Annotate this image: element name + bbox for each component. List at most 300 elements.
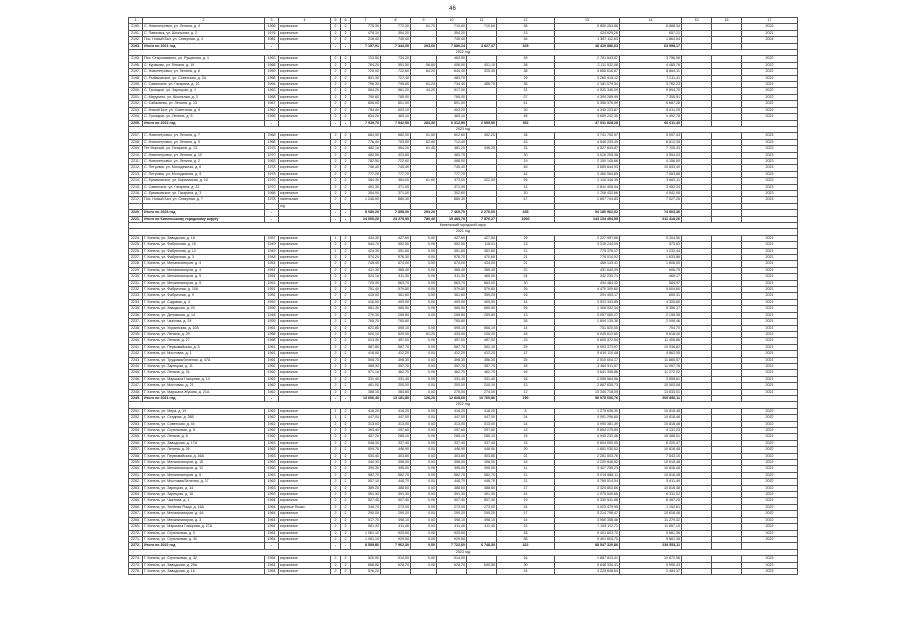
table-cell: 10 833,40 [620, 165, 682, 171]
table-cell: 27 [497, 94, 555, 100]
table-cell: 346,20 [467, 146, 497, 152]
table-cell: 7 722,60 [437, 543, 467, 549]
table-cell: - [331, 395, 341, 401]
table-cell: 7 880,24 [437, 43, 467, 49]
table-cell: 1962 [265, 434, 279, 440]
table-cell: 2 [341, 267, 351, 273]
table-cell: 1 [331, 235, 341, 241]
table-cell: 1962 [265, 389, 279, 395]
table-cell: 2196. [129, 62, 143, 68]
table-cell: 1 606,00 [620, 261, 682, 267]
table-cell: кирпичные [279, 568, 331, 574]
table-cell: 384,60 [381, 389, 411, 395]
table-cell: С. Петровск, ул. Молодежная, д. 6 [143, 165, 265, 171]
table-cell: 703,50 [351, 56, 381, 62]
table-cell: 15 [497, 434, 555, 440]
table-cell: 7 705,33 [620, 146, 682, 152]
table-cell: 3 460 064,65 [555, 171, 620, 177]
table-cell: 2 [331, 56, 341, 62]
table-cell: 200,10 [467, 383, 497, 389]
table-cell: 740,40 [437, 37, 467, 43]
table-cell: 2225. [129, 242, 143, 248]
table-cell: 929,60 [437, 536, 467, 542]
table-cell: 10 872,96 [620, 556, 682, 562]
table-cell: 395,00 [467, 466, 497, 472]
table-cell: 3 760 514,54 [555, 479, 620, 485]
table-cell: 579,80 [467, 287, 497, 293]
table-cell: 600,31 [620, 293, 682, 299]
table-cell: 303,80 [381, 453, 411, 459]
table-cell: 47 031 828,28 [555, 120, 620, 126]
column-header: 5 [331, 18, 341, 24]
table-cell: 352 [497, 120, 555, 126]
table-cell: 506,70 [351, 357, 381, 363]
table-cell: 1 887 813,41 [555, 556, 620, 562]
table-cell: 1 694 135,36 [555, 319, 620, 325]
table-cell: 2233. [129, 293, 143, 299]
table-cell: 7 542,50 [381, 120, 411, 126]
table-cell: Итого по 2021 год [143, 395, 265, 401]
table-cell: 388,60 [467, 485, 497, 491]
table-cell: 2021 [742, 370, 798, 376]
table-cell: 7 962,30 [381, 543, 411, 549]
table-cell: 427,60 [467, 235, 497, 241]
table-cell: Г. Кинель, ул. Фабричная, д. 9 [143, 293, 265, 299]
table-cell: 2 [341, 344, 351, 350]
table-cell: кирпичные [279, 498, 331, 504]
table-cell: 0,00 [411, 511, 437, 517]
table-cell: 416,90 [351, 351, 381, 357]
table-cell: 621,80 [351, 325, 381, 331]
table-cell: 2276. [129, 568, 143, 574]
table-cell: 2 [331, 178, 341, 184]
table-cell: кирпичные [279, 235, 331, 241]
table-cell: 290,20 [467, 511, 497, 517]
table-cell: 2200. [129, 88, 143, 94]
table-cell: кирпичные [279, 75, 331, 81]
table-cell: 2021 [742, 338, 798, 344]
table-cell: 1 [331, 408, 341, 414]
table-cell: 1964 [265, 511, 279, 517]
table-cell: 26 [497, 306, 555, 312]
table-cell: 2 [331, 447, 341, 453]
table-cell: 2 [341, 133, 351, 139]
table-cell: С. Новопетровск, ул. Ленина, д. 10 [143, 152, 265, 158]
table-cell: Г. Кинель, ул. Фабричная, д. 15 [143, 242, 265, 248]
table-cell: 2022 [742, 82, 798, 88]
table-cell: 9 604 050,00 [555, 440, 620, 446]
table-cell: 1963 [265, 485, 279, 491]
table-cell: Г. Кинель, ул. Мостовая/Зеленая, д. 27 [143, 479, 265, 485]
table-cell: Г. Кинель, ул. Ленина, д. 29 [143, 331, 265, 337]
table-cell: 468,00 [437, 158, 467, 164]
table-cell: 2023 [742, 152, 798, 158]
table-cell: 1951 [265, 287, 279, 293]
table-cell: - [331, 543, 341, 549]
table-cell: 415,00 [351, 293, 381, 299]
table-cell: Г. Кинель, ул. Стрелковая, д. 32 [143, 556, 265, 562]
table-cell: 0,00 [411, 325, 437, 331]
table-cell: 24 [497, 568, 555, 574]
table-cell: 9 661,36 [620, 530, 682, 536]
table-cell: 297,60 [467, 428, 497, 434]
table-cell: 2269. [129, 524, 143, 530]
table-cell: 216,40 [351, 37, 381, 43]
table-cell: 462,70 [381, 370, 411, 376]
table-cell: 776 014,92 [555, 255, 620, 261]
table-cell: 552,50 [381, 242, 411, 248]
table-cell: 385,40 [467, 267, 497, 273]
table-cell: 2 [331, 82, 341, 88]
table-cell: 2241. [129, 344, 143, 350]
table-cell: 4 546 203,40 [555, 139, 620, 145]
table-cell: 0,00 [411, 440, 437, 446]
table-cell: 446,90 [381, 447, 411, 453]
table-cell: 534,40 [351, 453, 381, 459]
table-cell: 2 [331, 197, 341, 203]
table-cell: 2 [331, 466, 341, 472]
table-cell: 745,40 [351, 261, 381, 267]
table-cell: 1961 [265, 344, 279, 350]
table-cell: Г. Кинель, ул. Механизаторов, д. 6 [143, 472, 265, 478]
column-header: 14 [620, 18, 682, 24]
table-cell: 2 841 406,44 [555, 184, 620, 190]
table-cell: 929,60 [381, 530, 411, 536]
table-cell: 0,00 [411, 357, 437, 363]
table-cell: 782,50 [351, 158, 381, 164]
table-cell: кирпичные [279, 242, 331, 248]
table-cell: 801,30 [351, 75, 381, 81]
table-cell: Г. Кинель, ул. Маршала Говорова, д. 27А [143, 524, 265, 530]
table-cell: 3 407 255,23 [555, 466, 620, 472]
table-cell: 0,00 [411, 383, 437, 389]
table-cell: 42 [497, 171, 555, 177]
table-cell: С. Петровск, ул. Молодежная, д. 8 [143, 171, 265, 177]
table-cell: 275,00 [437, 389, 467, 395]
table-cell: кирпичные [279, 255, 331, 261]
table-cell: 2021 [742, 389, 798, 395]
table-cell: 418,20 [351, 408, 381, 414]
table-cell: - [265, 120, 279, 126]
table-cell: 587,80 [351, 344, 381, 350]
table-cell: 4 345 223,87 [555, 107, 620, 113]
table-cell: 1968 [265, 338, 279, 344]
table-cell: 2 [331, 344, 341, 350]
table-cell: 45 [497, 114, 555, 120]
table-cell: 346,70 [351, 504, 381, 510]
table-cell: 2 [331, 325, 341, 331]
table-cell: 2251. [129, 408, 143, 414]
table-cell: 2 [331, 30, 341, 36]
table-cell: Г. Кинель, ул. Деповская, д. 14 [143, 312, 265, 318]
table-cell: 48 429 886,63 [555, 43, 620, 49]
table-cell: 734,40 [437, 82, 467, 88]
table-cell: 0,00 [411, 280, 437, 286]
table-cell: 552,50 [437, 242, 467, 248]
table-cell: 2 [331, 536, 341, 542]
table-cell: 2243. [129, 357, 143, 363]
table-cell: 17 [497, 351, 555, 357]
table-cell: 351,60 [381, 248, 411, 254]
table-cell: 3 558,61 [620, 376, 682, 382]
table-cell: Итого по Кинельскому городскому округу [143, 216, 265, 222]
table-cell: 2 [331, 498, 341, 504]
table-cell: кирпичные [279, 274, 331, 280]
table-cell: - [331, 216, 341, 222]
table-cell: Г. Кинель, ул. Советская, д. 44 [143, 421, 265, 427]
table-cell: 2 [341, 82, 351, 88]
table-cell: 7 460,70 [437, 210, 467, 216]
table-cell: 2 [341, 152, 351, 158]
table-cell: 2 [341, 415, 351, 421]
table-cell: Г. Кинель, ул. Механизаторов, д. 15 [143, 460, 265, 466]
table-cell: 3 827,37 [467, 43, 497, 49]
table-cell: 0,00 [411, 376, 437, 382]
table-cell: 337,40 [381, 440, 411, 446]
table-cell: 776,40 [351, 139, 381, 145]
table-cell: 385,40 [437, 267, 467, 273]
table-cell: 745,40 [437, 165, 467, 171]
table-cell: 20 [497, 190, 555, 196]
table-cell: 2275. [129, 562, 143, 568]
table-cell: 2022 [742, 460, 798, 466]
table-cell: - [341, 395, 351, 401]
table-cell: Г. Кинель, ул. Стрелковая, д. 5 [143, 530, 265, 536]
table-cell: 99 975 036,76 [555, 395, 620, 401]
table-cell: кирпичные [279, 30, 331, 36]
table-cell: 391,30 [351, 492, 381, 498]
table-cell: 1963 [265, 158, 279, 164]
table-cell: 582,70 [381, 472, 411, 478]
table-cell: 6 687,28 [620, 101, 682, 107]
table-cell: - [341, 210, 351, 216]
table-cell: 2022 [742, 492, 798, 498]
table-cell: 775 376,17 [555, 248, 620, 254]
table-cell: Г. Кинель, ул. Мостовая, д. 1 [143, 351, 265, 357]
table-cell: кирпичные [279, 261, 331, 267]
table-cell: 2 [331, 287, 341, 293]
table-cell: 435 [497, 210, 555, 216]
table-cell: 2214. [129, 178, 143, 184]
table-cell: 3 260 415,12 [555, 75, 620, 81]
table-cell: 1968 [265, 331, 279, 337]
table-cell: 2021 [742, 325, 798, 331]
table-cell: 2 [331, 331, 341, 337]
table-cell: 1 975 540,66 [555, 492, 620, 498]
table-cell: 3 950 358,48 [555, 517, 620, 523]
table-cell: 209 896,11 [620, 395, 682, 401]
table-cell: 2 [341, 107, 351, 113]
table-cell: С. Новопетровск, ул. Ленина, д. 7 [143, 133, 265, 139]
table-cell: 44,20 [411, 88, 437, 94]
table-cell: 2 [341, 69, 351, 75]
table-cell: 1951 [265, 261, 279, 267]
table-cell: 389,20 [351, 485, 381, 491]
table-cell: 1951 [265, 267, 279, 273]
table-cell: 23 [497, 338, 555, 344]
table-cell: 777,70 [381, 171, 411, 177]
table-cell: 4 554,03 [620, 152, 682, 158]
table-cell: 0,00 [411, 299, 437, 305]
table-cell: 448,70 [381, 479, 411, 485]
table-cell: 10 818,48 [620, 408, 682, 414]
table-cell: 434,30 [351, 235, 381, 241]
table-cell: Пос. Новый Быт, ул. Северная, д. 4 [143, 37, 265, 43]
table-cell: 584,97 [620, 280, 682, 286]
table-cell: 13 606,40 [351, 395, 381, 401]
table-cell: 777,70 [437, 171, 467, 177]
table-cell: 395,00 [381, 466, 411, 472]
table-cell: 2 [341, 235, 351, 241]
table-cell: кирпичные [279, 440, 331, 446]
table-cell: 4 305,80 [620, 299, 682, 305]
table-cell: 520,10 [351, 331, 381, 337]
table-cell [712, 568, 742, 574]
table-cell: 7 344,00 [381, 43, 411, 49]
table-cell: 451 640,09 [555, 267, 620, 273]
table-cell: 2 [331, 280, 341, 286]
table-cell: 2 [341, 428, 351, 434]
table-cell: 35 [497, 133, 555, 139]
table-cell: 2022 [742, 530, 798, 536]
table-cell: 2021 [742, 274, 798, 280]
table-cell: 2203. [129, 107, 143, 113]
table-row [129, 568, 798, 574]
table-cell: 498,10 [381, 517, 411, 523]
table-cell: Г. Кинель, ул. Мира, д. 19 [143, 408, 265, 414]
table-cell: кирпичные [279, 88, 331, 94]
table-cell: 3 756,95 [620, 56, 682, 62]
table-cell: 1959 [265, 319, 279, 325]
table-cell: 16 [497, 556, 555, 562]
table-cell: 16 [497, 370, 555, 376]
table-cell: 0,00 [411, 370, 437, 376]
table-cell: кирпичные [279, 114, 331, 120]
table-cell: 2 181 079,54 [555, 82, 620, 88]
table-cell: 3 741 700,97 [555, 133, 620, 139]
table-cell: 359,20 [467, 293, 497, 299]
table-cell: 2 [331, 293, 341, 299]
table-cell: 409,90 [467, 299, 497, 305]
table-cell: 2021 [742, 363, 798, 369]
table-cell: 20 [497, 447, 555, 453]
table-cell: 1962 [265, 383, 279, 389]
table-cell: 712,40 [437, 139, 467, 145]
table-cell: 259,80 [381, 312, 411, 318]
table-cell: 396,30 [381, 357, 411, 363]
table-cell: 1963 [265, 479, 279, 485]
table-cell: кирпичные [279, 107, 331, 113]
table-cell: 2 [331, 351, 341, 357]
table-cell: 511,30 [437, 274, 467, 280]
table-cell: 2022 [742, 447, 798, 453]
table-cell: 2224. [129, 235, 143, 241]
table-cell: 2022 [742, 511, 798, 517]
table-cell: 2 [341, 370, 351, 376]
table-cell: 200,00 [381, 383, 411, 389]
table-cell: 11 279,32 [620, 517, 682, 523]
table-cell: 297,60 [381, 428, 411, 434]
table-cell: 482,50 [351, 152, 381, 158]
table-cell: 24 [497, 504, 555, 510]
table-cell [437, 568, 467, 574]
table-cell: 2 [341, 562, 351, 568]
table-cell: 2 [341, 440, 351, 446]
table-cell: кирпичные [279, 293, 331, 299]
table-cell: 2267. [129, 511, 143, 517]
table-cell: 5 619 110,48 [555, 351, 620, 357]
table-cell: 447,00 [351, 415, 381, 421]
table-cell: 434 484,32 [555, 280, 620, 286]
table-cell: 411,40 [381, 524, 411, 530]
table-cell: кирпичные [279, 421, 331, 427]
table-cell: 354,20 [381, 30, 411, 36]
table-cell: 1 864,54 [620, 37, 682, 43]
table-cell: 412,20 [381, 351, 411, 357]
table-cell: 9 950,43 [620, 562, 682, 568]
table-cell: кирпичные [279, 453, 331, 459]
table-cell: 514,00 [437, 556, 467, 562]
table-cell: 5 648 336,41 [555, 562, 620, 568]
table-cell: Г. Кинель, ул. Фабричная, д. 10А [143, 287, 265, 293]
table-cell: 517,70 [351, 517, 381, 523]
table-cell: 290,20 [381, 511, 411, 517]
table-cell: - [265, 543, 279, 549]
table-cell: 2021 [742, 312, 798, 318]
column-header: 9 [411, 18, 437, 24]
table-cell: 457,20 [351, 434, 381, 440]
table-cell: 1978 [265, 146, 279, 152]
table-cell: 2 [341, 293, 351, 299]
table-cell: 2 [331, 504, 341, 510]
table-cell: 2023 [742, 139, 798, 145]
table-cell: 313,00 [381, 421, 411, 427]
table-cell: 2023 [742, 190, 798, 196]
table-cell: н/д [279, 203, 331, 209]
table-cell: 0,00 [411, 517, 437, 523]
table-cell: 13 [497, 312, 555, 318]
table-cell: 3 023 479,95 [555, 504, 620, 510]
table-cell: 1961 [265, 351, 279, 357]
column-header: 17 [742, 18, 798, 24]
table-cell: 1981 [265, 37, 279, 43]
table-cell: 9 661,36 [620, 536, 682, 542]
table-cell: С. Новый Быт, ул. Советская, д. 8 [143, 107, 265, 113]
table-cell: 3 923 343,85 [555, 299, 620, 305]
table-cell: 754,40 [351, 107, 381, 113]
table-cell: 331,40 [437, 376, 467, 382]
table-cell: 2247. [129, 383, 143, 389]
table-cell: 457,00 [381, 338, 411, 344]
table-cell: 368,30 [351, 363, 381, 369]
table-cell: 5 045 612,60 [555, 331, 620, 337]
table-cell: кирпичные [279, 139, 331, 145]
table-cell: Г. Кинель, ул. Чкалова, д. 1 [143, 498, 265, 504]
table-cell: Пгт Мирный, ул. Гагарина, д. 13 [143, 146, 265, 152]
table-cell: кирпичные [279, 101, 331, 107]
table-cell: 2258. [129, 453, 143, 459]
table-cell: 2 [331, 434, 341, 440]
table-cell: 14 [497, 517, 555, 523]
table-cell: 2 [341, 453, 351, 459]
table-cell: 2021 [742, 293, 798, 299]
table-cell: - [341, 120, 351, 126]
table-cell: 2022 [742, 415, 798, 421]
table-cell: 4 220 846,92 [555, 460, 620, 466]
table-cell: 24 [497, 274, 555, 280]
table-cell: 2 [331, 389, 341, 395]
table-cell: 461,00 [351, 383, 381, 389]
